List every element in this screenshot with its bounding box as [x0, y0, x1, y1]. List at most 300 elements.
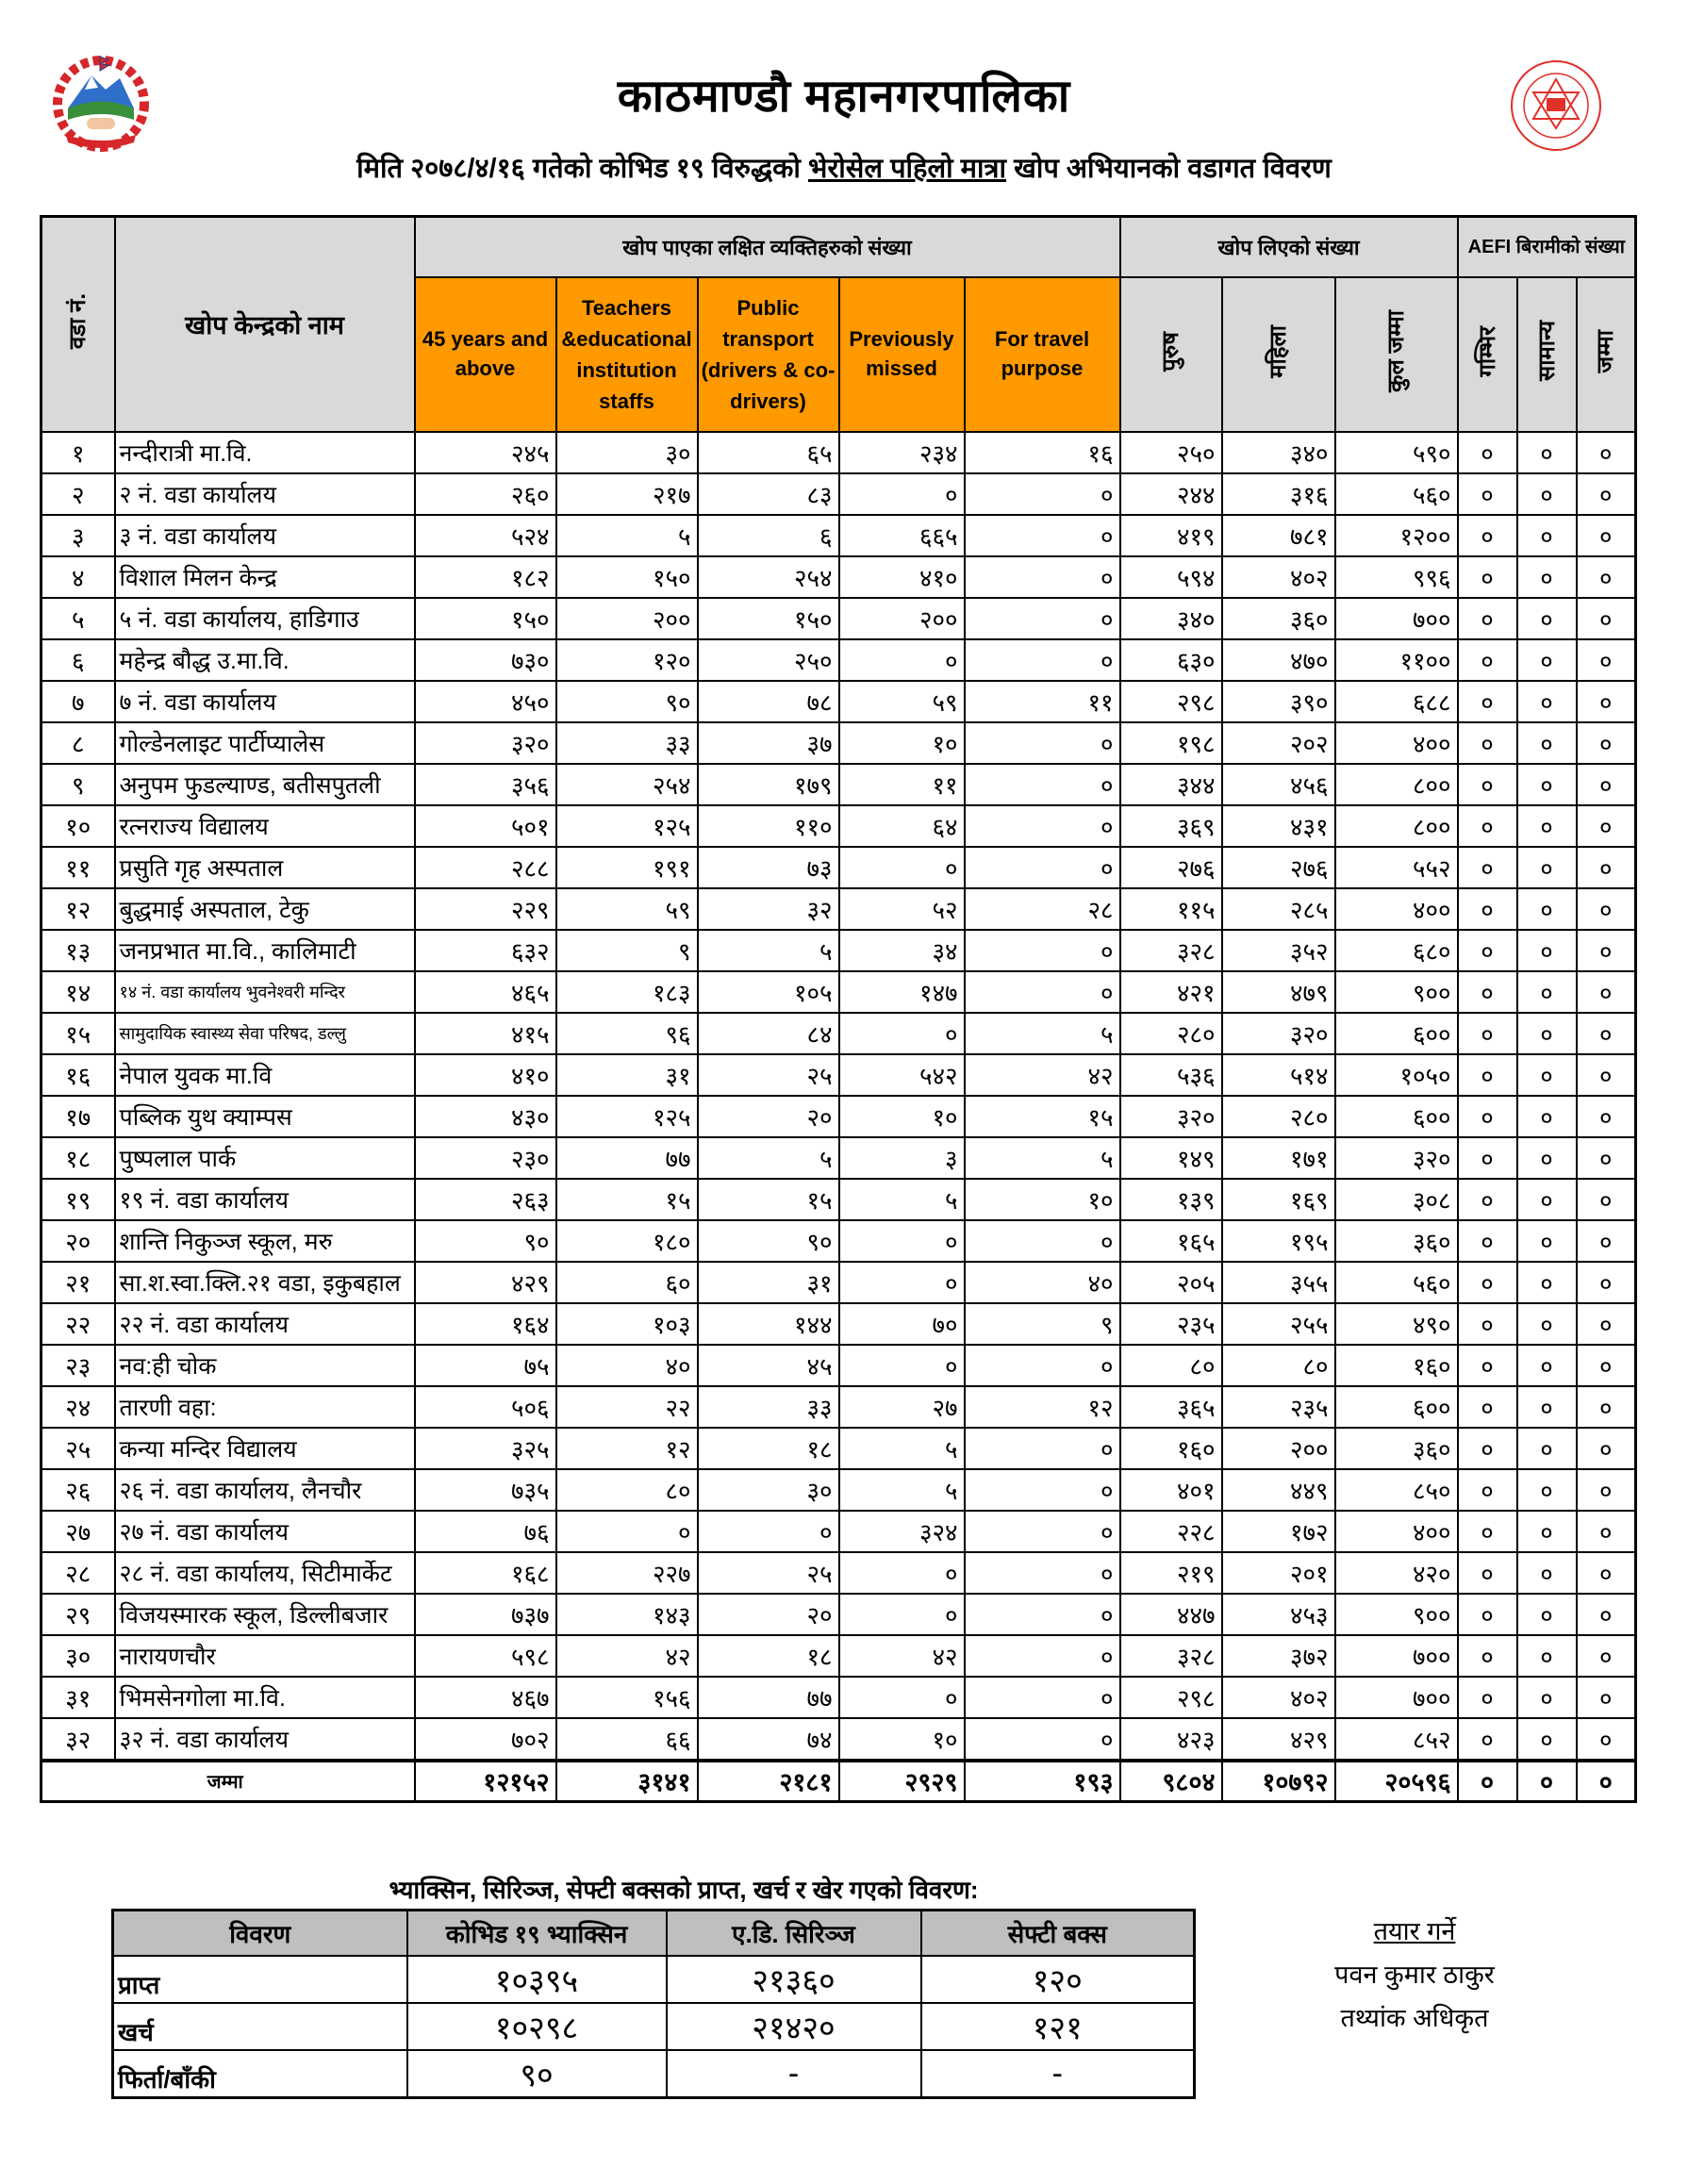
col-male: पुरुष	[1120, 277, 1222, 432]
data-cell: ४००	[1335, 1511, 1458, 1552]
data-cell: ६६५	[839, 515, 965, 556]
data-cell: ४२	[965, 1054, 1120, 1096]
data-cell: ४२९	[1222, 1718, 1335, 1761]
signature-heading: तयार गर्ने	[1373, 1917, 1456, 1945]
data-cell: ३६०	[1335, 1220, 1458, 1262]
data-cell: ३२५	[415, 1428, 556, 1469]
data-cell: ३५५	[1222, 1262, 1335, 1303]
vaccinated-group-header: खोप लिएको संख्या	[1120, 217, 1458, 277]
table-row	[41, 1220, 1636, 1262]
data-cell: ०	[1577, 847, 1636, 888]
ward-number: ३२	[41, 1718, 115, 1761]
data-cell: ०	[1577, 888, 1636, 930]
res-cell: -	[667, 2050, 921, 2098]
data-cell: ११५	[1120, 888, 1222, 930]
ward-number: २३	[41, 1345, 115, 1386]
data-cell: ०	[1517, 515, 1577, 556]
data-cell: ०	[1517, 1469, 1577, 1511]
data-cell: ३०८	[1335, 1179, 1458, 1220]
data-cell: ०	[1517, 1054, 1577, 1096]
data-cell: १०	[839, 722, 965, 764]
total-cell: ०	[1458, 1761, 1517, 1802]
data-cell: २०१	[1222, 1552, 1335, 1594]
data-cell: ७५	[415, 1345, 556, 1386]
data-cell: १९८	[1120, 722, 1222, 764]
data-cell: ०	[839, 1220, 965, 1262]
center-name: अनुपम फुडल्याण्ड, बतीसपुतली	[115, 764, 415, 805]
data-cell: ०	[1577, 1635, 1636, 1677]
data-cell: ९००	[1335, 1594, 1458, 1635]
data-cell: ९९६	[1335, 556, 1458, 598]
data-cell: ४२	[839, 1635, 965, 1677]
data-cell: १५	[698, 1179, 839, 1220]
data-cell: ०	[1517, 598, 1577, 639]
res-cell: २१४२०	[667, 2003, 921, 2050]
data-cell: २८०	[1222, 1096, 1335, 1137]
data-cell: २८०	[1120, 1013, 1222, 1054]
data-cell: ३९०	[1222, 681, 1335, 722]
data-cell: ०	[1458, 598, 1517, 639]
data-cell: ५९४	[1120, 556, 1222, 598]
ward-number: २९	[41, 1594, 115, 1635]
data-cell: ७००	[1335, 1635, 1458, 1677]
data-cell: ०	[1577, 1345, 1636, 1386]
aefi-group-header: AEFI बिरामीको संख्या	[1458, 217, 1636, 277]
data-cell: ३५६	[415, 764, 556, 805]
data-cell: ४९०	[1335, 1303, 1458, 1345]
data-cell: १५	[965, 1096, 1120, 1137]
data-cell: २४५	[415, 432, 556, 473]
data-cell: ५	[839, 1179, 965, 1220]
data-cell: २५४	[556, 764, 698, 805]
data-cell: १६४	[415, 1303, 556, 1345]
data-cell: ०	[1458, 1262, 1517, 1303]
data-cell: २२७	[556, 1552, 698, 1594]
res-row-returned	[113, 2050, 1195, 2098]
data-cell: ४००	[1335, 722, 1458, 764]
data-cell: ०	[1458, 1635, 1517, 1677]
data-cell: २५०	[698, 639, 839, 681]
table-row	[41, 722, 1636, 764]
table-row	[41, 930, 1636, 971]
data-cell: १४७	[839, 971, 965, 1013]
data-cell: ७७	[556, 1137, 698, 1179]
data-cell: ०	[1517, 681, 1577, 722]
ward-number: ११	[41, 847, 115, 888]
total-label: जम्मा	[41, 1761, 415, 1802]
data-cell: ०	[1577, 473, 1636, 515]
data-cell: २१९	[1120, 1552, 1222, 1594]
data-cell: ४६७	[415, 1677, 556, 1718]
data-cell: ३१	[698, 1262, 839, 1303]
data-cell: १३९	[1120, 1179, 1222, 1220]
data-cell: ६०	[556, 1262, 698, 1303]
data-cell: ३४०	[1120, 598, 1222, 639]
data-cell: ८००	[1335, 805, 1458, 847]
data-cell: ०	[1577, 1303, 1636, 1345]
data-cell: ५४२	[839, 1054, 965, 1096]
center-name: सा.श.स्वा.क्लि.२१ वडा, इकुबहाल	[115, 1262, 415, 1303]
data-cell: ३२८	[1120, 1635, 1222, 1677]
table-row	[41, 1013, 1636, 1054]
ward-number: १४	[41, 971, 115, 1013]
data-cell: २०२	[1222, 722, 1335, 764]
data-cell: ३०	[556, 432, 698, 473]
data-cell: ०	[965, 847, 1120, 888]
signature-block	[1287, 1910, 1542, 2040]
data-cell: २३५	[1222, 1386, 1335, 1428]
data-cell: ०	[1517, 1013, 1577, 1054]
data-cell: ०	[1458, 847, 1517, 888]
table-row	[41, 1718, 1636, 1761]
data-cell: ०	[965, 473, 1120, 515]
data-cell: ८०	[1120, 1345, 1222, 1386]
center-name: २२ नं. वडा कार्यालय	[115, 1303, 415, 1345]
center-name: जनप्रभात मा.वि., कालिमाटी	[115, 930, 415, 971]
data-cell: २५०	[1120, 432, 1222, 473]
subtitle-detail-text: खोप अभियानको वडागत विवरण	[1006, 154, 1332, 184]
center-name: रत्नराज्य विद्यालय	[115, 805, 415, 847]
data-cell: ०	[1577, 515, 1636, 556]
data-cell: ३	[839, 1137, 965, 1179]
center-name: १४ नं. वडा कार्यालय भुवनेश्वरी मन्दिर	[115, 971, 415, 1013]
table-row	[41, 888, 1636, 930]
data-cell: ८३	[698, 473, 839, 515]
data-cell: ३६५	[1120, 1386, 1222, 1428]
data-cell: ११०	[698, 805, 839, 847]
data-cell: ३३	[698, 1386, 839, 1428]
data-cell: १०	[839, 1718, 965, 1761]
data-cell: ०	[839, 1552, 965, 1594]
data-cell: ९००	[1335, 971, 1458, 1013]
data-cell: ७३	[698, 847, 839, 888]
ward-number: ४	[41, 556, 115, 598]
data-cell: १८	[698, 1635, 839, 1677]
data-cell: २०५	[1120, 1262, 1222, 1303]
center-name: ३ नं. वडा कार्यालय	[115, 515, 415, 556]
data-cell: ०	[1517, 1262, 1577, 1303]
data-cell: ०	[1517, 1428, 1577, 1469]
data-cell: ०	[1458, 1428, 1517, 1469]
ward-number: २८	[41, 1552, 115, 1594]
data-cell: ०	[556, 1511, 698, 1552]
data-cell: ३२८	[1120, 930, 1222, 971]
data-cell: ०	[1517, 1677, 1577, 1718]
center-name: बुद्धमाई अस्पताल, टेकु	[115, 888, 415, 930]
data-cell: ४४९	[1222, 1469, 1335, 1511]
table-row	[41, 1345, 1636, 1386]
res-cell: -	[921, 2050, 1195, 2098]
data-cell: १५०	[415, 598, 556, 639]
center-name: ५ नं. वडा कार्यालय, हाडिगाउ	[115, 598, 415, 639]
table-row	[41, 1677, 1636, 1718]
ward-number: १७	[41, 1096, 115, 1137]
data-cell: ९०	[415, 1220, 556, 1262]
data-cell: १०५	[698, 971, 839, 1013]
table-row	[41, 681, 1636, 722]
data-cell: ३६९	[1120, 805, 1222, 847]
data-cell: ०	[1458, 1469, 1517, 1511]
data-cell: ०	[1577, 1511, 1636, 1552]
data-cell: १०	[839, 1096, 965, 1137]
res-cell: १०२९८	[407, 2003, 667, 2050]
data-cell: १६९	[1222, 1179, 1335, 1220]
ward-number: १६	[41, 1054, 115, 1096]
data-cell: ४६५	[415, 971, 556, 1013]
center-name: १९ नं. वडा कार्यालय	[115, 1179, 415, 1220]
res-cell: १२१	[921, 2003, 1195, 2050]
data-cell: २०	[698, 1096, 839, 1137]
table-row	[41, 1179, 1636, 1220]
data-cell: २९८	[1120, 1677, 1222, 1718]
data-cell: ११	[839, 764, 965, 805]
data-cell: ३१६	[1222, 473, 1335, 515]
data-cell: ५३६	[1120, 1054, 1222, 1096]
ward-number: ५	[41, 598, 115, 639]
data-cell: ४१९	[1120, 515, 1222, 556]
table-row	[41, 1511, 1636, 1552]
data-cell: ०	[1458, 1013, 1517, 1054]
data-cell: ३४४	[1120, 764, 1222, 805]
data-cell: ५	[965, 1137, 1120, 1179]
table-row	[41, 432, 1636, 473]
data-cell: ०	[1517, 1718, 1577, 1761]
data-cell: ७३५	[415, 1469, 556, 1511]
total-row	[41, 1761, 1636, 1802]
data-cell: ०	[1517, 847, 1577, 888]
data-cell: ०	[965, 598, 1120, 639]
table-row	[41, 764, 1636, 805]
data-cell: ४५६	[1222, 764, 1335, 805]
data-cell: १७१	[1222, 1137, 1335, 1179]
data-cell: ०	[1517, 1179, 1577, 1220]
data-cell: ०	[1577, 1220, 1636, 1262]
data-cell: २००	[1222, 1428, 1335, 1469]
center-name: विशाल मिलन केन्द्र	[115, 556, 415, 598]
data-cell: ६४	[839, 805, 965, 847]
data-cell: ०	[839, 473, 965, 515]
table-row	[41, 1594, 1636, 1635]
data-cell: ०	[1577, 1054, 1636, 1096]
data-cell: ३५२	[1222, 930, 1335, 971]
data-cell: २९८	[1120, 681, 1222, 722]
data-cell: ०	[1458, 1179, 1517, 1220]
data-cell: १६०	[1120, 1428, 1222, 1469]
data-cell: ०	[1458, 639, 1517, 681]
col-travel-purpose: For travel purpose	[965, 277, 1120, 432]
res-row-used	[113, 2003, 1195, 2050]
data-cell: ०	[1577, 1552, 1636, 1594]
data-cell: ७८	[698, 681, 839, 722]
total-cell: १०७९२	[1222, 1761, 1335, 1802]
data-cell: ११००	[1335, 639, 1458, 681]
data-cell: ०	[965, 805, 1120, 847]
data-cell: ३१	[556, 1054, 698, 1096]
data-cell: ०	[1517, 722, 1577, 764]
data-cell: २२९	[415, 888, 556, 930]
data-cell: ४५३	[1222, 1594, 1335, 1635]
data-cell: १५	[556, 1179, 698, 1220]
data-cell: ०	[1577, 764, 1636, 805]
data-cell: ४२३	[1120, 1718, 1222, 1761]
data-cell: ८५०	[1335, 1469, 1458, 1511]
data-cell: ०	[1517, 556, 1577, 598]
data-cell: ५५२	[1335, 847, 1458, 888]
data-cell: ११	[965, 681, 1120, 722]
data-cell: ०	[1458, 1220, 1517, 1262]
ward-number: १५	[41, 1013, 115, 1054]
data-cell: १२५	[556, 805, 698, 847]
data-cell: ०	[1517, 1594, 1577, 1635]
data-cell: ०	[839, 1677, 965, 1718]
data-cell: ०	[1458, 432, 1517, 473]
data-cell: ०	[1517, 1635, 1577, 1677]
data-cell: ०	[1458, 971, 1517, 1013]
data-cell: ३४	[839, 930, 965, 971]
data-cell: ०	[965, 1469, 1120, 1511]
data-cell: २००	[839, 598, 965, 639]
res-header-detail: विवरण	[113, 1911, 407, 1957]
ward-number: ९	[41, 764, 115, 805]
data-cell: ०	[839, 1594, 965, 1635]
total-cell: २१८१	[698, 1761, 839, 1802]
data-cell: ४२१	[1120, 971, 1222, 1013]
center-name: नव:ही चोक	[115, 1345, 415, 1386]
data-cell: १९५	[1222, 1220, 1335, 1262]
data-cell: ५०६	[415, 1386, 556, 1428]
center-name: महेन्द्र बौद्ध उ.मा.वि.	[115, 639, 415, 681]
col-aefi-total: जम्मा	[1577, 277, 1636, 432]
data-cell: ७००	[1335, 1677, 1458, 1718]
total-cell: ०	[1517, 1761, 1577, 1802]
ward-number: २७	[41, 1511, 115, 1552]
data-cell: ३२४	[839, 1511, 965, 1552]
data-cell: २५	[698, 1552, 839, 1594]
ward-vaccination-table	[40, 215, 1637, 1803]
data-cell: ९६	[556, 1013, 698, 1054]
data-cell: ५९	[556, 888, 698, 930]
data-cell: १६०	[1335, 1345, 1458, 1386]
data-cell: ०	[965, 556, 1120, 598]
data-cell: ०	[1577, 805, 1636, 847]
total-cell: ०	[1577, 1761, 1636, 1802]
res-header-syringe: ए.डि. सिरिञ्ज	[667, 1911, 921, 1957]
data-cell: ०	[1577, 971, 1636, 1013]
data-cell: १०५०	[1335, 1054, 1458, 1096]
data-cell: ६३२	[415, 930, 556, 971]
col-teachers: Teachers &educational institution staffs	[556, 277, 698, 432]
data-cell: ०	[839, 1345, 965, 1386]
data-cell: ३४०	[1222, 432, 1335, 473]
data-cell: २०	[698, 1594, 839, 1635]
data-cell: ०	[1517, 930, 1577, 971]
data-cell: ८०	[1222, 1345, 1335, 1386]
data-cell: १४४	[698, 1303, 839, 1345]
data-cell: ०	[839, 847, 965, 888]
data-cell: ०	[1517, 473, 1577, 515]
ward-number: १८	[41, 1137, 115, 1179]
ward-number: २०	[41, 1220, 115, 1262]
total-cell: १९३	[965, 1761, 1120, 1802]
data-cell: ३२०	[415, 722, 556, 764]
res-cell: २१३६०	[667, 1956, 921, 2003]
data-cell: ०	[1517, 805, 1577, 847]
data-cell: ५६०	[1335, 1262, 1458, 1303]
data-cell: १६५	[1120, 1220, 1222, 1262]
resources-caption: भ्याक्सिन, सिरिञ्ज, सेफ्टी बक्सको प्राप्त, खर्च र खेर गएको विवरण:	[389, 1876, 979, 1904]
center-name: प्रसुति गृह अस्पताल	[115, 847, 415, 888]
data-cell: २३०	[415, 1137, 556, 1179]
data-cell: ०	[965, 764, 1120, 805]
data-cell: ०	[1458, 888, 1517, 930]
ward-number: १३	[41, 930, 115, 971]
ward-number: १०	[41, 805, 115, 847]
data-cell: ४७०	[1222, 639, 1335, 681]
data-cell: ०	[965, 1428, 1120, 1469]
data-cell: ०	[1458, 930, 1517, 971]
data-cell: ०	[1458, 764, 1517, 805]
col-female: महिला	[1222, 277, 1335, 432]
data-cell: ३६०	[1335, 1428, 1458, 1469]
data-cell: १५६	[556, 1677, 698, 1718]
data-cell: ९	[965, 1303, 1120, 1345]
center-name: सामुदायिक स्वास्थ्य सेवा परिषद, डल्लु	[115, 1013, 415, 1054]
data-cell: २८५	[1222, 888, 1335, 930]
table-row	[41, 556, 1636, 598]
data-cell: २६३	[415, 1179, 556, 1220]
ward-number: २१	[41, 1262, 115, 1303]
center-name: पब्लिक युथ क्याम्पस	[115, 1096, 415, 1137]
data-cell: ०	[965, 1511, 1120, 1552]
data-cell: ०	[1458, 1137, 1517, 1179]
data-cell: ७३०	[415, 639, 556, 681]
data-cell: ६६	[556, 1718, 698, 1761]
data-cell: ४०१	[1120, 1469, 1222, 1511]
data-cell: ०	[1577, 1013, 1636, 1054]
ward-number: २४	[41, 1386, 115, 1428]
data-cell: ३२०	[1120, 1096, 1222, 1137]
data-cell: ०	[1517, 1345, 1577, 1386]
table-row	[41, 1096, 1636, 1137]
data-cell: ३३	[556, 722, 698, 764]
data-cell: ७७	[698, 1677, 839, 1718]
data-cell: ४०	[556, 1345, 698, 1386]
data-cell: ६००	[1335, 1386, 1458, 1428]
ward-no-header: वडा नं.	[41, 217, 115, 432]
data-cell: १८०	[556, 1220, 698, 1262]
center-name: विजयस्मारक स्कूल, डिल्लीबजार	[115, 1594, 415, 1635]
data-cell: ०	[1517, 1303, 1577, 1345]
center-name: नन्दीरात्री मा.वि.	[115, 432, 415, 473]
data-cell: ४४७	[1120, 1594, 1222, 1635]
data-cell: ०	[1517, 1137, 1577, 1179]
data-cell: २३५	[1120, 1303, 1222, 1345]
data-cell: ०	[1458, 805, 1517, 847]
res-header-vaccine: कोभिड १९ भ्याक्सिन	[407, 1911, 667, 1957]
res-row-label: खर्च	[113, 2003, 407, 2050]
data-cell: १२	[965, 1386, 1120, 1428]
data-cell: १८३	[556, 971, 698, 1013]
data-cell: ०	[965, 1718, 1120, 1761]
data-cell: ७०२	[415, 1718, 556, 1761]
data-cell: १६	[965, 432, 1120, 473]
data-cell: २८८	[415, 847, 556, 888]
table-row	[41, 1303, 1636, 1345]
data-cell: ०	[1577, 930, 1636, 971]
data-cell: ०	[1577, 1096, 1636, 1137]
data-cell: ०	[1577, 1179, 1636, 1220]
data-cell: ०	[1577, 1469, 1636, 1511]
